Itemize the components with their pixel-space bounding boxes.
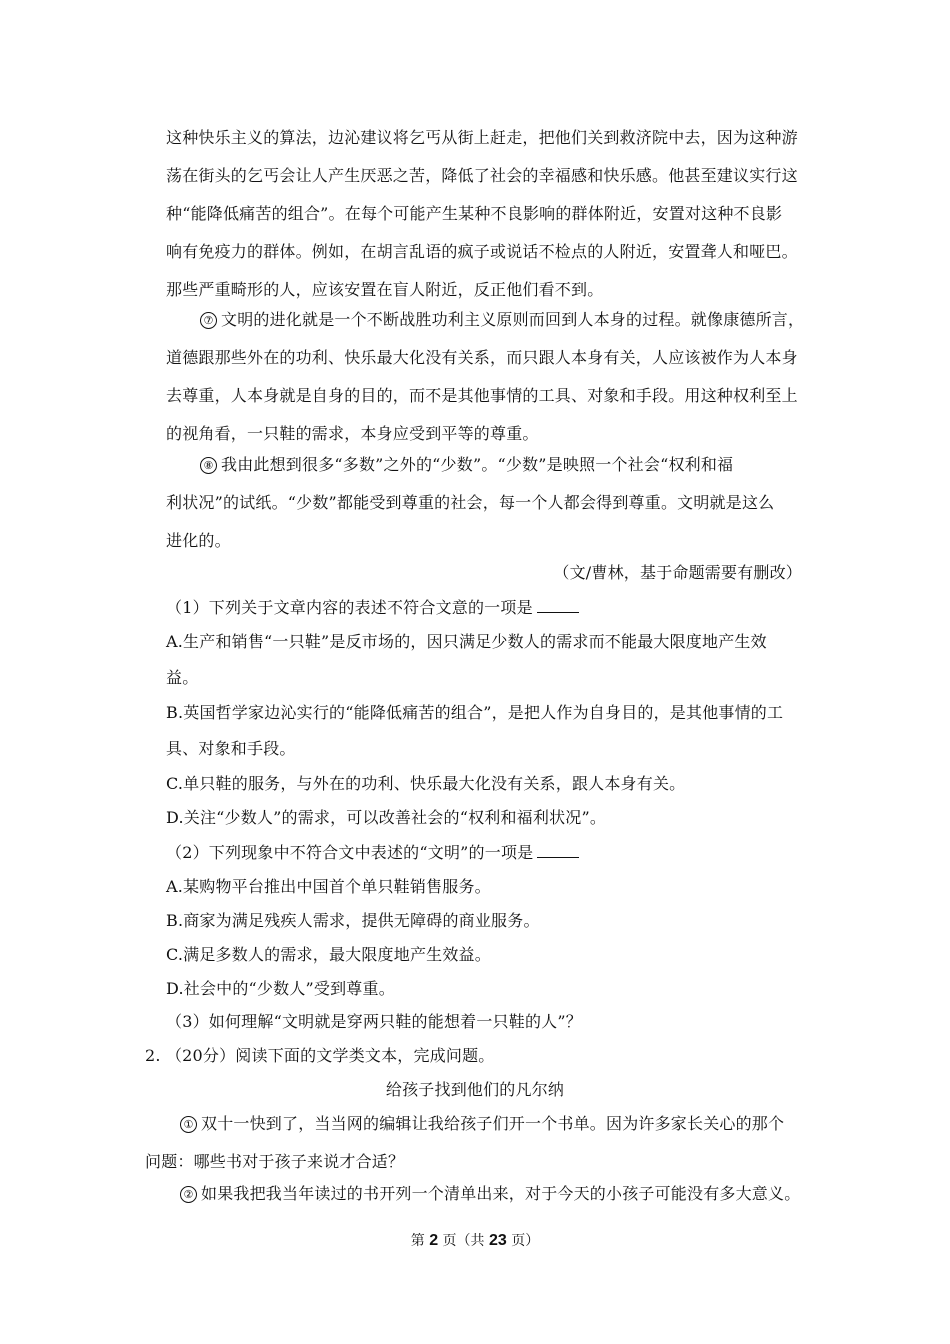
q1-option-b-cont: 具、对象和手段。: [166, 739, 296, 758]
section-2-header: 2. （20分）阅读下面的文学类文本，完成问题。: [145, 1046, 495, 1065]
page-footer: 第 2 页（共 23 页）: [410, 1232, 540, 1249]
paragraph-8-line: 进化的。: [166, 531, 231, 550]
answer-blank[interactable]: [537, 598, 579, 613]
passage-line: 这种快乐主义的算法，边沁建议将乞丐从街上赶走，把他们关到救济院中去，因为这种游: [166, 128, 798, 147]
passage-line: 响有免疫力的群体。例如，在胡言乱语的疯子或说话不检点的人附近，安置聋人和哑巴。: [166, 242, 798, 261]
page-number: 2: [429, 1232, 439, 1249]
paragraph-7-line: ⑦ 文明的进化就是一个不断战胜功利主义原则而回到人本身的过程。就像康德所言，: [200, 310, 804, 330]
paragraph-number-7: ⑦: [200, 312, 217, 329]
q2-option-b: B.商家为满足残疾人需求，提供无障碍的商业服务。: [166, 911, 540, 930]
page-total: 23: [489, 1232, 507, 1249]
paragraph-number-1: ①: [180, 1116, 197, 1133]
paragraph-8-line: 利状况”的试纸。“少数”都能受到尊重的社会，每一个人都会得到尊重。文明就是这么: [166, 493, 775, 512]
q2-option-d: D.社会中的“少数人”受到尊重。: [166, 979, 395, 998]
q1-option-b: B.英国哲学家边沁实行的“能降低痛苦的组合”，是把人作为自身目的，是其他事情的工: [166, 703, 784, 722]
answer-blank[interactable]: [537, 843, 579, 858]
q1-option-c: C.单只鞋的服务，与外在的功利、快乐最大化没有关系，跟人本身有关。: [166, 774, 686, 793]
section-2-title: 给孩子找到他们的凡尔纳: [385, 1080, 565, 1099]
passage-line: 荡在街头的乞丐会让人产生厌恶之苦，降低了社会的幸福感和快乐感。他甚至建议实行这: [166, 166, 798, 185]
paragraph-7-line: 去尊重，人本身就是自身的目的，而不是其他事情的工具、对象和手段。用这种权利至上: [166, 386, 798, 405]
question-3-stem: （3）如何理解“文明就是穿两只鞋的能想着一只鞋的人”？: [166, 1012, 582, 1031]
question-1-stem: （1）下列关于文章内容的表述不符合文意的一项是: [166, 598, 579, 618]
question-2-stem: （2）下列现象中不符合文中表述的“文明”的一项是: [166, 843, 579, 863]
paragraph-8-line: ⑧ 我由此想到很多“多数”之外的“少数”。“少数”是映照一个社会“权利和福: [200, 455, 733, 475]
section-2-paragraph-1-cont: 问题：哪些书对于孩子来说才合适？: [145, 1152, 405, 1171]
paragraph-7-line: 道德跟那些外在的功利、快乐最大化没有关系，而只跟人本身有关，人应该被作为人本身: [166, 348, 798, 367]
q1-option-a: A.生产和销售“一只鞋”是反市场的，因只满足少数人的需求而不能最大限度地产生效: [166, 632, 767, 651]
source-note: （文/曹林，基于命题需要有删改）: [553, 563, 802, 582]
paragraph-number-8: ⑧: [200, 457, 217, 474]
passage-line: 那些严重畸形的人，应该安置在盲人附近，反正他们看不到。: [166, 280, 604, 299]
paragraph-number-2: ②: [180, 1186, 197, 1203]
q1-option-d: D.关注“少数人”的需求，可以改善社会的“权利和福利状况”。: [166, 808, 607, 827]
section-2-paragraph-2: ② 如果我把我当年读过的书开列一个清单出来，对于今天的小孩子可能没有多大意义。: [180, 1184, 800, 1204]
passage-line: 种“能降低痛苦的组合”。在每个可能产生某种不良影响的群体附近，安置对这种不良影: [166, 204, 783, 223]
q2-option-c: C.满足多数人的需求，最大限度地产生效益。: [166, 945, 491, 964]
q2-option-a: A.某购物平台推出中国首个单只鞋销售服务。: [166, 877, 491, 896]
q1-option-a-cont: 益。: [166, 668, 199, 687]
section-2-paragraph-1: ① 双十一快到了，当当网的编辑让我给孩子们开一个书单。因为许多家长关心的那个: [180, 1114, 784, 1134]
paragraph-7-line: 的视角看，一只鞋的需求，本身应受到平等的尊重。: [166, 424, 539, 443]
